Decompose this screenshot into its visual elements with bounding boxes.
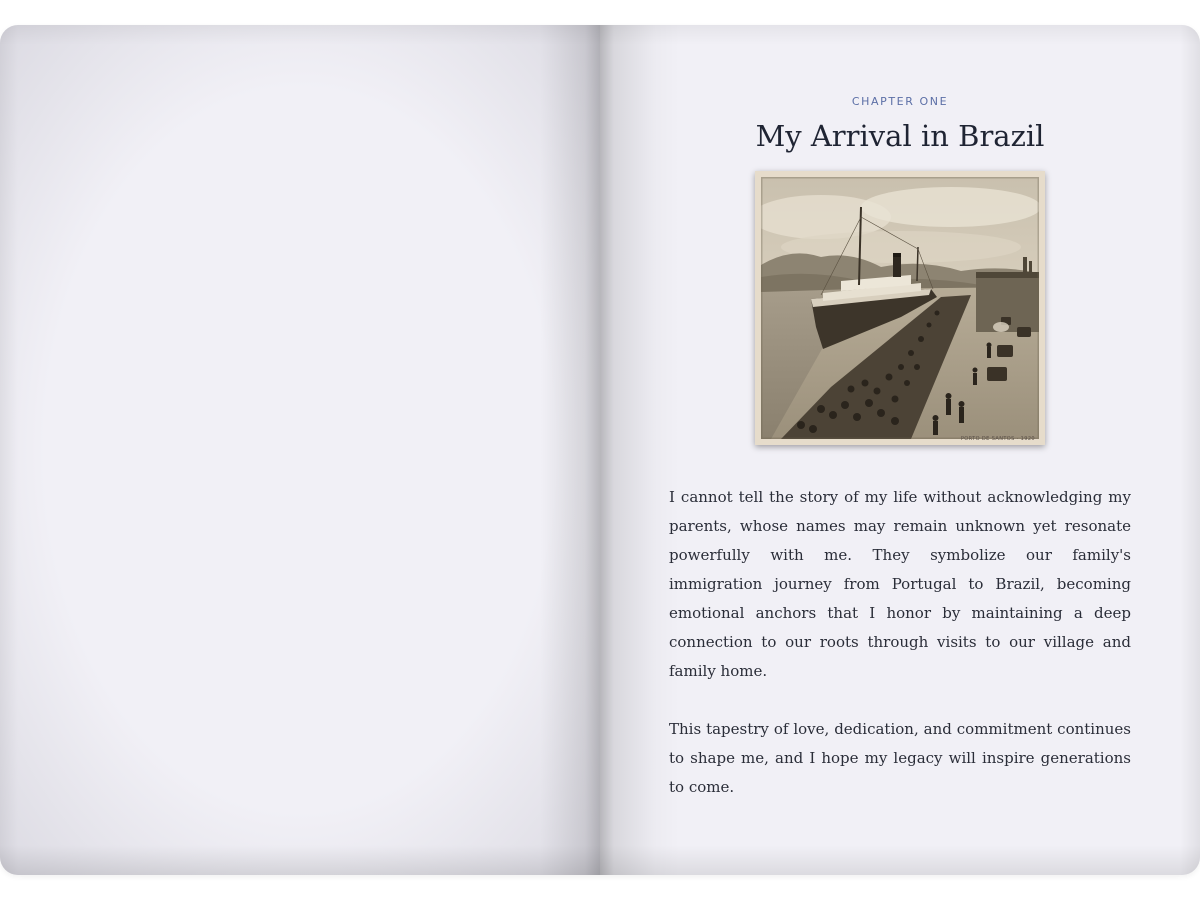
chapter-title: My Arrival in Brazil	[755, 119, 1045, 153]
chapter-photo	[755, 171, 1045, 445]
open-book	[0, 25, 1200, 875]
sepia-photo-ship-at-dock-icon	[761, 177, 1039, 439]
chapter-label: CHAPTER ONE	[851, 95, 949, 108]
paragraph-2: This tapestry of love, dedication, and commitment continues to shape me, and I hope my legacy will inspire generations to come.	[669, 720, 1131, 796]
chapter-body	[669, 483, 1131, 831]
paragraph-1: I cannot tell the story of my life without acknowledging my parents, whose names may remain unknown yet resonate powerfully with me. They symbolize our family's immigration journey from Portugal to Brazil, becoming emotional anchors that I honor by maintaining a deep connection to our roots through visits to our village and family home.	[669, 488, 1131, 680]
left-page[interactable]	[0, 25, 600, 875]
right-page[interactable]	[600, 25, 1200, 875]
photo-caption: PORTO DE SANTOS · 1920	[960, 436, 1035, 442]
